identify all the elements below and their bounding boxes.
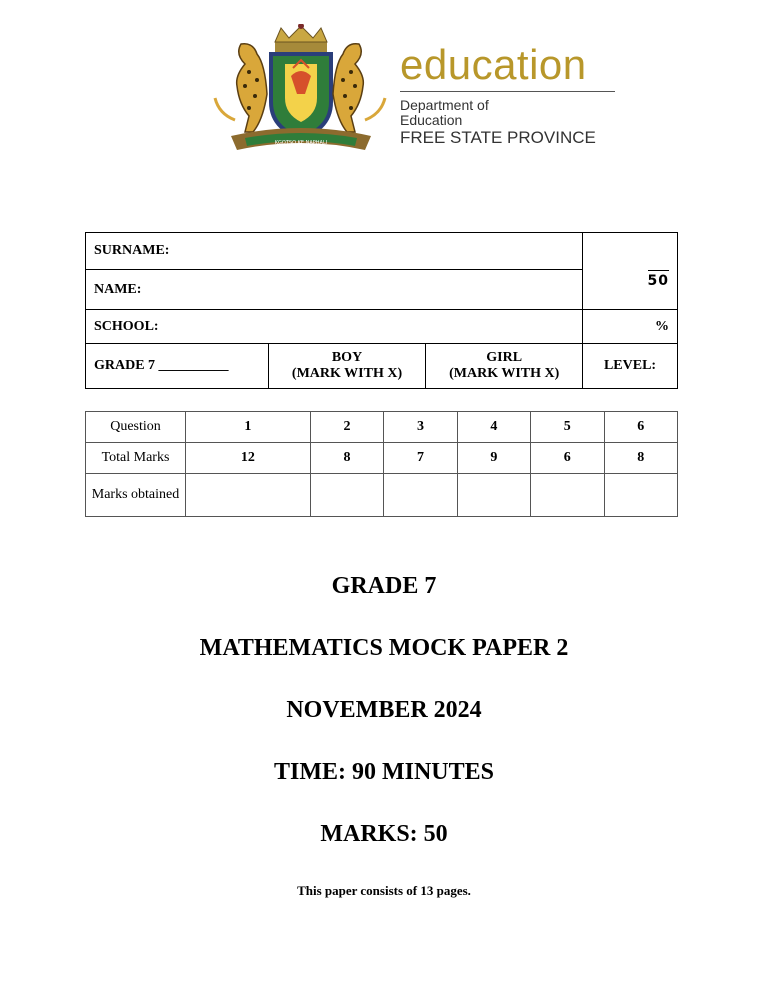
school-label: SCHOOL:	[94, 318, 159, 334]
marks-title: MARKS: 50	[320, 821, 448, 847]
brand-line-1: Department of	[400, 97, 489, 113]
question-number: 2	[310, 412, 383, 443]
total-mark-value: 12	[186, 443, 311, 474]
left-leopard-icon	[215, 44, 267, 132]
brand-line-2: Education	[400, 112, 463, 128]
total-score-cell[interactable]	[583, 233, 678, 310]
table-row	[86, 443, 678, 474]
time-title: TIME: 90 MINUTES	[273, 759, 495, 785]
total-mark-value: 9	[457, 443, 530, 474]
total-mark-value: 8	[604, 443, 677, 474]
coat-of-arms-icon	[205, 24, 395, 156]
subject-title: MATHEMATICS MOCK PAPER 2	[199, 635, 569, 661]
level-label: LEVEL:	[603, 358, 657, 373]
date-title: NOVEMBER 2024	[286, 697, 482, 723]
marks-obtained-cell[interactable]	[531, 474, 604, 517]
girl-label: GIRL	[486, 350, 523, 365]
percent-label: %	[655, 318, 669, 334]
marks-obtained-cell[interactable]	[310, 474, 383, 517]
surname-label: SURNAME:	[94, 243, 170, 258]
crest-motto: KGOTSO KE NAPHALI	[274, 140, 328, 146]
marks-obtained-cell[interactable]	[457, 474, 530, 517]
marks-obtained-cell[interactable]	[384, 474, 457, 517]
grade-title: GRADE 7	[331, 573, 437, 599]
brand-divider	[400, 91, 615, 92]
row-label-question: Question	[86, 412, 186, 443]
table-row	[86, 474, 678, 517]
marks-obtained-cell[interactable]	[604, 474, 677, 517]
name-field[interactable]	[86, 270, 583, 310]
name-label: NAME:	[94, 281, 142, 297]
grade-field[interactable]	[86, 344, 269, 389]
boy-cell[interactable]	[268, 344, 426, 389]
total-score: 50	[648, 270, 669, 289]
learner-info-table	[85, 232, 678, 389]
question-number: 3	[384, 412, 457, 443]
boy-instruction: (MARK WITH X)	[291, 366, 403, 381]
question-number: 4	[457, 412, 530, 443]
row-label-marks-obtained: Marks obtained	[86, 474, 186, 517]
girl-cell[interactable]	[426, 344, 583, 389]
percent-cell[interactable]	[583, 310, 678, 344]
level-cell[interactable]	[583, 344, 678, 389]
brand-text	[400, 42, 620, 147]
table-row	[86, 412, 678, 443]
grade-label: GRADE 7 __________	[94, 358, 229, 373]
header-logo	[205, 24, 625, 156]
total-mark-value: 8	[310, 443, 383, 474]
boy-label: BOY	[331, 350, 363, 365]
total-mark-value: 6	[531, 443, 604, 474]
question-number: 5	[531, 412, 604, 443]
marks-table	[85, 411, 678, 517]
row-label-total-marks: Total Marks	[86, 443, 186, 474]
right-leopard-icon	[333, 44, 385, 132]
question-number: 6	[604, 412, 677, 443]
girl-instruction: (MARK WITH X)	[449, 366, 560, 381]
total-mark-value: 7	[384, 443, 457, 474]
brand-education: education	[400, 41, 587, 88]
crown-icon	[275, 24, 327, 52]
marks-obtained-cell[interactable]	[186, 474, 311, 517]
surname-field[interactable]	[86, 233, 583, 270]
brand-line-3: FREE STATE PROVINCE	[400, 128, 596, 147]
question-number: 1	[186, 412, 311, 443]
page-count-note: This paper consists of 13 pages.	[297, 883, 471, 898]
school-field[interactable]	[86, 310, 583, 344]
